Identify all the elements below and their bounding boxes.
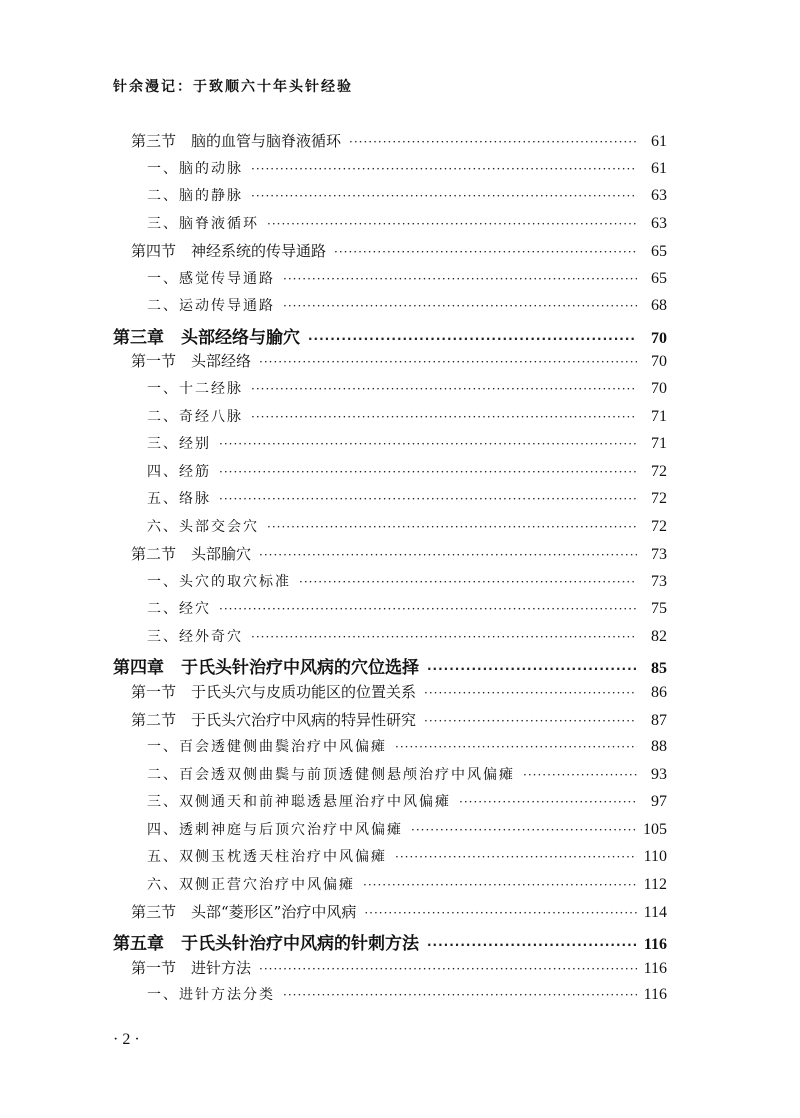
toc-entry-page: 70 <box>651 353 667 370</box>
toc-entry-title: 第一节 于氏头穴与皮质功能区的位置关系 <box>131 683 417 701</box>
toc-entry-page: 87 <box>651 712 667 729</box>
dot-leader <box>219 492 637 506</box>
toc-entry-page: 114 <box>643 904 667 921</box>
toc-entry-item <box>147 295 667 315</box>
dot-leader <box>523 768 637 782</box>
toc-entry-item <box>147 598 667 618</box>
toc-entry-section <box>131 543 667 564</box>
toc-entry-item <box>147 626 667 646</box>
page-number: · 2 · <box>113 1031 140 1048</box>
dot-leader <box>251 189 637 203</box>
toc-entry-section <box>131 957 667 978</box>
toc-entry-page: 97 <box>651 793 667 810</box>
toc-entry-page: 112 <box>643 876 667 893</box>
dot-leader <box>459 795 637 809</box>
dot-leader <box>363 878 637 892</box>
dot-leader <box>411 823 637 837</box>
toc-entry-chapter <box>113 653 667 678</box>
toc-entry-item <box>147 213 667 233</box>
toc-entry-item <box>147 461 667 481</box>
toc-entry-item <box>147 378 667 398</box>
toc-entry-page: 70 <box>651 330 667 347</box>
toc-entry-title: 第一节 头部经络 <box>131 352 252 370</box>
toc-entry-page: 88 <box>651 738 667 755</box>
dot-leader <box>349 135 637 149</box>
toc-entry-item <box>147 268 667 288</box>
toc-entry-page: 82 <box>651 628 667 645</box>
toc-entry-title: 第五章 于氏头针治疗中风病的针刺方法 <box>113 934 419 954</box>
running-header: 针余漫记：于致顺六十年头针经验 <box>113 79 353 95</box>
toc-entry-title: 二、脑的静脉 <box>147 188 243 204</box>
toc-entry-title: 二、奇经八脉 <box>147 409 243 425</box>
dot-leader <box>424 714 637 728</box>
toc-entry-item <box>147 571 667 591</box>
toc-entry-page: 71 <box>651 435 667 452</box>
dot-leader <box>299 575 637 589</box>
toc-entry-title: 第二节 于氏头穴治疗中风病的特异性研究 <box>131 711 417 729</box>
dot-leader <box>219 437 637 451</box>
toc-entry-title: 三、双侧通天和前神聪透悬厘治疗中风偏瘫 <box>147 794 451 810</box>
toc-entry-page: 72 <box>651 518 667 535</box>
dot-leader <box>424 686 637 700</box>
dot-leader <box>251 410 637 424</box>
dot-leader <box>259 548 637 562</box>
toc-entry-item <box>147 158 667 178</box>
toc-entry-title: 二、百会透双侧曲鬓与前顶透健侧悬颅治疗中风偏瘫 <box>147 767 515 783</box>
dot-leader <box>308 332 637 346</box>
dot-leader <box>283 272 637 286</box>
toc-entry-title: 三、脑脊液循环 <box>147 216 259 232</box>
toc-entry-title: 六、头部交会穴 <box>147 519 259 535</box>
toc-entry-page: 71 <box>651 408 667 425</box>
toc-entry-section <box>131 130 667 151</box>
toc-entry-page: 65 <box>651 270 667 287</box>
toc-entry-title: 三、经外奇穴 <box>147 629 243 645</box>
toc-entry-page: 72 <box>651 463 667 480</box>
toc-entry-page: 73 <box>651 573 667 590</box>
toc-entry-item <box>147 516 667 536</box>
toc-entry-chapter <box>113 929 667 954</box>
toc-entry-item <box>147 764 667 784</box>
toc-entry-title: 一、进针方法分类 <box>147 987 275 1003</box>
toc-entry-page: 116 <box>643 986 667 1003</box>
toc-entry-section <box>131 901 667 922</box>
toc-entry-item <box>147 819 667 839</box>
toc-entry-page: 72 <box>651 490 667 507</box>
toc-entry-page: 63 <box>651 215 667 232</box>
dot-leader <box>251 630 637 644</box>
dot-leader <box>283 299 637 313</box>
toc-entry-page: 110 <box>643 848 667 865</box>
toc-entry-title: 第一节 进针方法 <box>131 959 252 977</box>
toc-entry-page: 105 <box>643 821 667 838</box>
toc-entry-page: 85 <box>651 660 667 677</box>
toc-entry-item <box>147 433 667 453</box>
toc-entry-page: 68 <box>651 297 667 314</box>
toc-entry-page: 75 <box>651 600 667 617</box>
toc-entry-title: 一、头穴的取穴标准 <box>147 574 291 590</box>
toc-entry-page: 61 <box>651 160 667 177</box>
dot-leader <box>251 382 637 396</box>
toc-entry-chapter <box>113 323 667 348</box>
toc-entry-page: 70 <box>651 380 667 397</box>
toc-entry-title: 第三章 头部经络与腧穴 <box>113 328 300 348</box>
toc-entry-title: 第三节 头部“菱形区”治疗中风病 <box>131 903 357 921</box>
toc-entry-page: 93 <box>651 766 667 783</box>
toc-entry-item <box>147 736 667 756</box>
toc-entry-title: 二、经穴 <box>147 601 211 617</box>
dot-leader <box>267 520 637 534</box>
toc-entry-title: 第四节 神经系统的传导通路 <box>131 242 327 260</box>
toc-entry-title: 一、感觉传导通路 <box>147 271 275 287</box>
toc-entry-title: 一、脑的动脉 <box>147 161 243 177</box>
toc-entry-item <box>147 874 667 894</box>
toc-entry-page: 116 <box>643 936 667 953</box>
toc-entry-page: 86 <box>651 684 667 701</box>
toc-entry-page: 61 <box>651 133 667 150</box>
toc-entry-title: 一、百会透健侧曲鬓治疗中风偏瘫 <box>147 739 387 755</box>
dot-leader <box>427 662 637 676</box>
dot-leader <box>334 245 637 259</box>
toc-entry-title: 四、透刺神庭与后顶穴治疗中风偏瘫 <box>147 822 403 838</box>
toc-entry-title: 四、经筋 <box>147 464 211 480</box>
toc-entry-title: 二、运动传导通路 <box>147 298 275 314</box>
toc-entry-item <box>147 984 667 1004</box>
dot-leader <box>251 162 637 176</box>
toc-entry-page: 116 <box>643 960 667 977</box>
toc-entry-item <box>147 846 667 866</box>
dot-leader <box>395 850 637 864</box>
dot-leader <box>259 962 637 976</box>
dot-leader <box>219 602 637 616</box>
toc-entry-title: 三、经别 <box>147 436 211 452</box>
toc-entry-section <box>131 681 667 702</box>
toc-entry-page: 73 <box>651 546 667 563</box>
toc-entry-title: 五、络脉 <box>147 491 211 507</box>
dot-leader <box>364 906 637 920</box>
toc-entry-title: 五、双侧玉枕透天柱治疗中风偏瘫 <box>147 849 387 865</box>
toc-entry-section <box>131 240 667 261</box>
toc-entry-section <box>131 350 667 371</box>
dot-leader <box>267 217 637 231</box>
toc-entry-page: 65 <box>651 243 667 260</box>
toc-entry-item <box>147 185 667 205</box>
toc-entry-item <box>147 406 667 426</box>
toc-entry-item <box>147 488 667 508</box>
toc-entry-title: 第四章 于氏头针治疗中风病的穴位选择 <box>113 658 419 678</box>
toc-entry-title: 第三节 脑的血管与脑脊液循环 <box>131 132 342 150</box>
dot-leader <box>395 740 637 754</box>
toc-entry-title: 一、十二经脉 <box>147 381 243 397</box>
dot-leader <box>283 988 637 1002</box>
dot-leader <box>259 355 637 369</box>
dot-leader <box>219 465 637 479</box>
toc-entry-section <box>131 709 667 730</box>
dot-leader <box>427 938 637 952</box>
toc-entry-title: 第二节 头部腧穴 <box>131 545 252 563</box>
toc-entry-page: 63 <box>651 187 667 204</box>
toc-entry-item <box>147 791 667 811</box>
toc-entry-title: 六、双侧正营穴治疗中风偏瘫 <box>147 877 355 893</box>
